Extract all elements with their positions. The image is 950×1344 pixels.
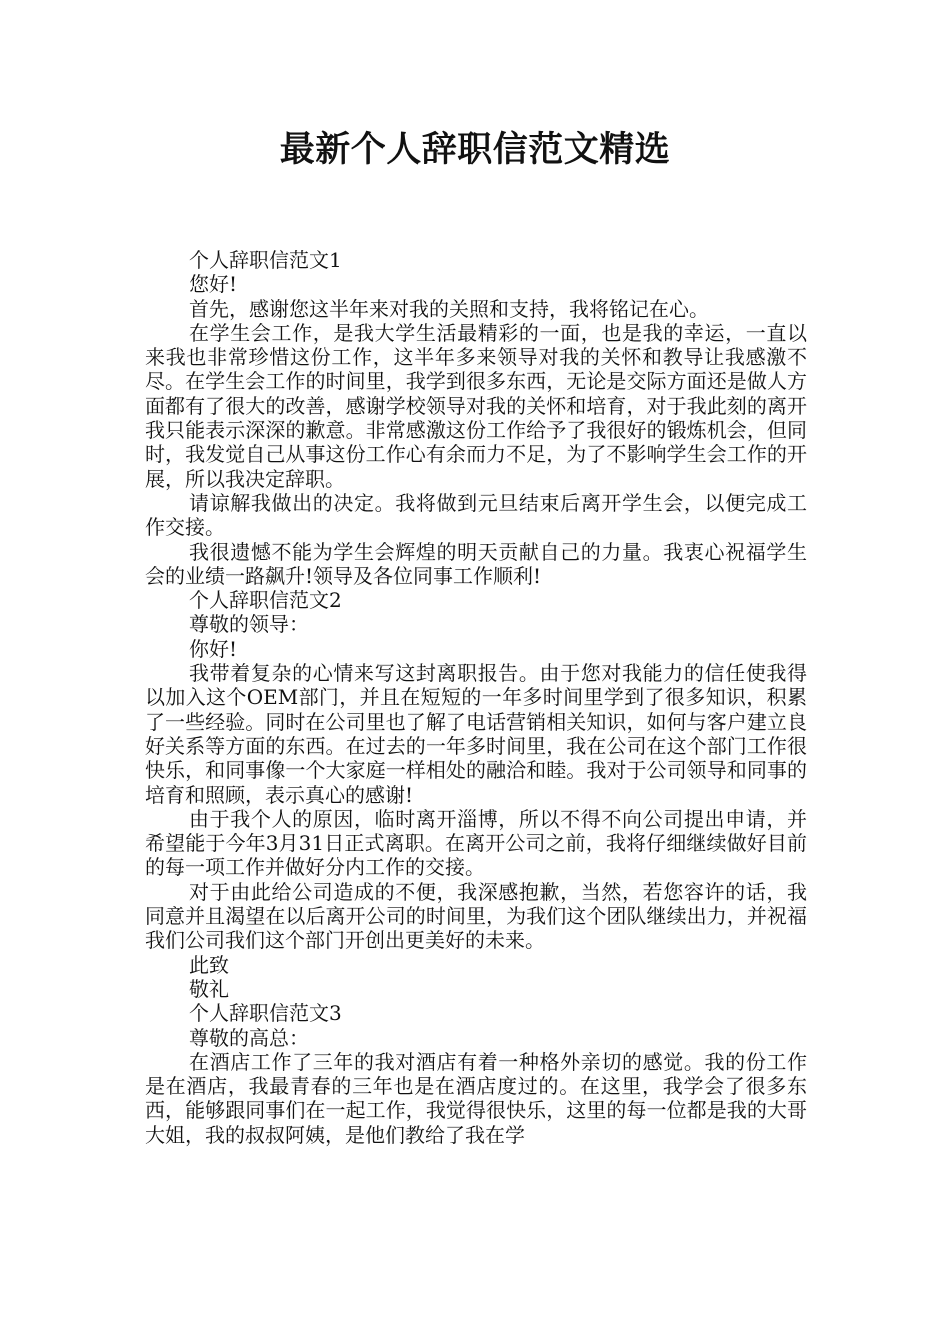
document-body [145, 248, 807, 1147]
closing-line: 此致 [189, 952, 229, 977]
paragraph: 由于我个人的原因，临时离开淄博，所以不得不向公司提出申请，并希望能于今年3月31日正式离职。在离开公司之前，我将仔细继续做好目前的每一项工作并做好分内工作的交接。 [145, 806, 807, 880]
paragraph: 在酒店工作了三年的我对酒店有着一种格外亲切的感觉。我的份工作是在酒店，我最青春的三年也是在酒店度过的。在这里，我学会了很多东西，能够跟同事们在一起工作，我觉得很快乐，这里的每一位都是我的大哥大姐，我的叔叔阿姨，是他们教给了我在学 [145, 1049, 807, 1147]
document-title: 最新个人辞职信范文精选 [279, 130, 671, 170]
greeting: 你好! [189, 636, 238, 661]
closing-line: 敬礼 [189, 976, 229, 1001]
paragraph: 我很遗憾不能为学生会辉煌的明天贡献自己的力量。我衷心祝福学生会的业绩一路飙升!领导及各位同事工作顺利! [145, 539, 807, 588]
paragraph: 对于由此给公司造成的不便，我深感抱歉，当然，若您容许的话，我同意并且渴望在以后离开公司的时间里，为我们这个团队继续出力，并祝福我们公司我们这个部门开创出更美好的未来。 [145, 879, 807, 953]
greeting: 您好! [189, 272, 238, 297]
salutation: 尊敬的高总： [189, 1025, 309, 1050]
letter-heading-1: 个人辞职信范文1 [189, 248, 342, 272]
salutation: 尊敬的领导： [189, 612, 309, 637]
paragraph: 首先，感谢您这半年来对我的关照和支持，我将铭记在心。 [189, 296, 709, 321]
letter-heading-2: 个人辞职信范文2 [189, 588, 342, 613]
paragraph: 请谅解我做出的决定。我将做到元旦结束后离开学生会，以便完成工作交接。 [145, 490, 807, 540]
paragraph: 在学生会工作，是我大学生活最精彩的一面，也是我的幸运，一直以来我也非常珍惜这份工作，这半年多来领导对我的关怀和教导让我感激不尽。在学生会工作的时间里，我学到很多东西，无论是交际方面还是做人方面都有了很大的改善，感谢学校领导对我的关怀和培育，对于我此刻的离开我只能表示深深的歉意。非常感激这份工作给予了我很好的锻炼机会，但同时，我发觉自己从事这份工作心有余而力不足，为了不影响学生会工作的开展，所以我决定辞职。 [145, 320, 807, 491]
paragraph: 我带着复杂的心情来写这封离职报告。由于您对我能力的信任使我得以加入这个OEM部门，并且在短短的一年多时间里学到了很多知识，积累了一些经验。同时在公司里也了解了电话营销相关知识，如何与客户建立良好关系等方面的东西。在过去的一年多时间里，我在公司在这个部门工作很快乐，和同事像一个大家庭一样相处的融洽和睦。我对于公司领导和同事的培育和照顾，表示真心的感谢! [145, 661, 807, 807]
letter-heading-3: 个人辞职信范文3 [189, 1001, 342, 1026]
